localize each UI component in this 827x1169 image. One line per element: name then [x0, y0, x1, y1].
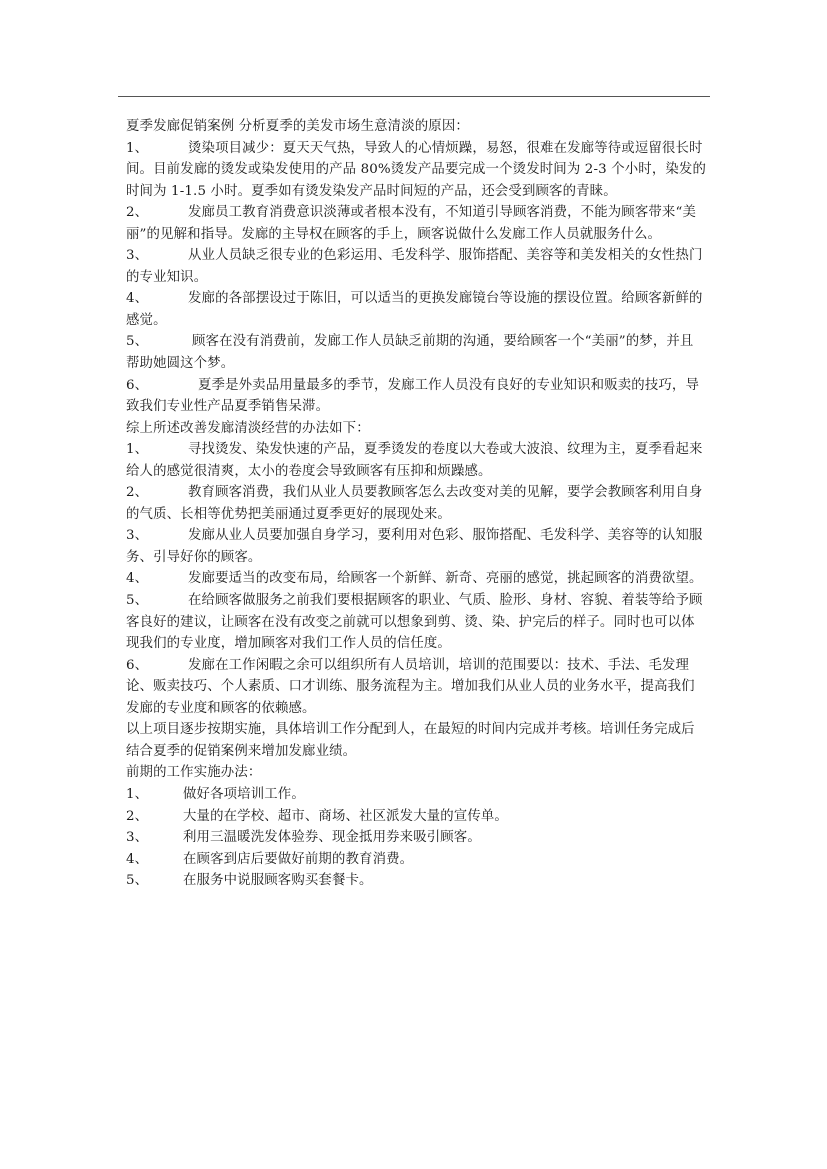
item-text: 在顾客到店后要做好前期的教育消费。: [183, 851, 414, 867]
document-body: [126, 116, 706, 892]
item-text: 夏季是外卖品用量最多的季节，发廊工作人员没有良好的专业知识和贩卖的技巧，导致我们专业性产品夏季销售呆滞。: [126, 377, 700, 415]
item-number: 5、: [126, 873, 149, 889]
solution-item: [126, 482, 706, 525]
item-number: 2、: [126, 205, 149, 221]
solution-item: [126, 568, 706, 590]
header-rule: [118, 96, 710, 97]
reason-item: [126, 375, 706, 418]
item-number: 1、: [126, 786, 149, 802]
item-number: 6、: [126, 377, 149, 393]
item-number: 6、: [126, 657, 149, 673]
reason-item: [126, 331, 706, 374]
item-text: 烫染项目减少：夏天天气热，导致人的心情烦躁，易怒，很难在发廊等待或逗留很长时间。目前发廊的烫发或染发使用的产品 80%烫发产品要完成一个烫发时间为 2-3 个小时，染发的时间为 1-1.5 小时。夏季如有烫发染发产品时间短的产品，还会受到顾客的青睐。: [126, 140, 706, 199]
intro-line: 夏季发廊促销案例 分析夏季的美发市场生意清淡的原因：: [126, 119, 469, 134]
early-step-item: [126, 806, 706, 828]
reason-item: [126, 202, 706, 245]
early-step-item: [126, 849, 706, 871]
item-number: 2、: [126, 808, 149, 824]
item-text: 在给顾客做服务之前我们要根据顾客的职业、气质、脸形、身材、容貌、着装等给予顾客良好的建议，让顾客在没有改变之前就可以想象到剪、烫、染、护完后的样子。同时也可以体现我们的专业度，增加顾客对我们工作人员的信任度。: [126, 593, 703, 652]
early-step-item: [126, 827, 706, 849]
item-number: 4、: [126, 851, 149, 867]
item-number: 4、: [126, 291, 149, 307]
reason-item: [126, 288, 706, 331]
item-text: 教育顾客消费，我们从业人员要教顾客怎么去改变对美的见解，要学会教顾客利用自身的气质、长相等优势把美丽通过夏季更好的展现处来。: [126, 485, 703, 522]
item-text: 顾客在没有消费前，发廊工作人员缺乏前期的沟通，要给顾客一个“美丽”的梦，并且帮助她圆这个梦。: [126, 334, 694, 372]
item-text: 发廊的各部摆设过于陈旧，可以适当的更换发廊镜台等设施的摆设位置。给顾客新鲜的感觉。: [126, 291, 703, 328]
solution-item: [126, 655, 706, 720]
solution-item: [126, 439, 706, 482]
early-step-item: [126, 784, 706, 806]
item-number: 4、: [126, 571, 149, 587]
reason-item: [126, 245, 706, 288]
item-text: 发廊从业人员要加强自身学习，要利用对色彩、服饰搭配、毛发科学、美容等的认知服务、引导好你的顾客。: [126, 528, 703, 565]
item-text: 发廊员工教育消费意识淡薄或者根本没有，不知道引导顾客消费，不能为顾客带来“美丽”的见解和指导。发廊的主导权在顾客的手上，顾客说做什么发廊工作人员就服务什么。: [126, 205, 696, 242]
item-text: 在服务中说服顾客购买套餐卡。: [183, 873, 373, 889]
training-note: 以上项目逐步按期实施，具体培训工作分配到人，在最短的时间内完成并考核。培训任务完成后结合夏季的促销案例来增加发廊业绩。: [126, 722, 695, 759]
early-heading: 前期的工作实施办法：: [126, 765, 262, 781]
early-step-item: [126, 870, 706, 892]
item-text: 利用三温暖洗发体验券、现金抵用券来吸引顾客。: [183, 830, 481, 846]
item-text: 大量的在学校、超市、商场、社区派发大量的宣传单。: [183, 808, 508, 824]
item-text: 发廊要适当的改变布局，给顾客一个新鲜、新奇、亮丽的感觉，挑起顾客的消费欲望。: [188, 571, 703, 587]
item-number: 1、: [126, 442, 149, 458]
item-number: 2、: [126, 485, 149, 501]
item-number: 5、: [126, 334, 149, 350]
item-number: 3、: [126, 248, 149, 264]
item-text: 寻找烫发、染发快速的产品，夏季烫发的卷度以大卷或大波浪、纹理为主，夏季看起来给人的感觉很清爽，太小的卷度会导致顾客有压抑和烦躁感。: [126, 442, 703, 479]
item-number: 5、: [126, 593, 149, 609]
solution-item: [126, 590, 706, 655]
item-text: 做好各项培训工作。: [183, 786, 305, 802]
item-number: 1、: [126, 140, 149, 156]
item-number: 3、: [126, 830, 149, 846]
item-text: 从业人员缺乏很专业的色彩运用、毛发科学、服饰搭配、美容等和美发相关的女性热门的专业知识。: [126, 248, 703, 285]
solution-item: [126, 525, 706, 568]
item-number: 3、: [126, 528, 149, 544]
item-text: 发廊在工作闲暇之余可以组织所有人员培训，培训的范围要以：技术、手法、毛发理论、贩卖技巧、个人素质、口才训练、服务流程为主。增加我们从业人员的业务水平，提高我们发廊的专业度和顾客的依赖感。: [126, 657, 695, 716]
reason-item: [126, 138, 706, 203]
summary-line: 综上所述改善发廊清淡经营的办法如下：: [126, 420, 370, 436]
